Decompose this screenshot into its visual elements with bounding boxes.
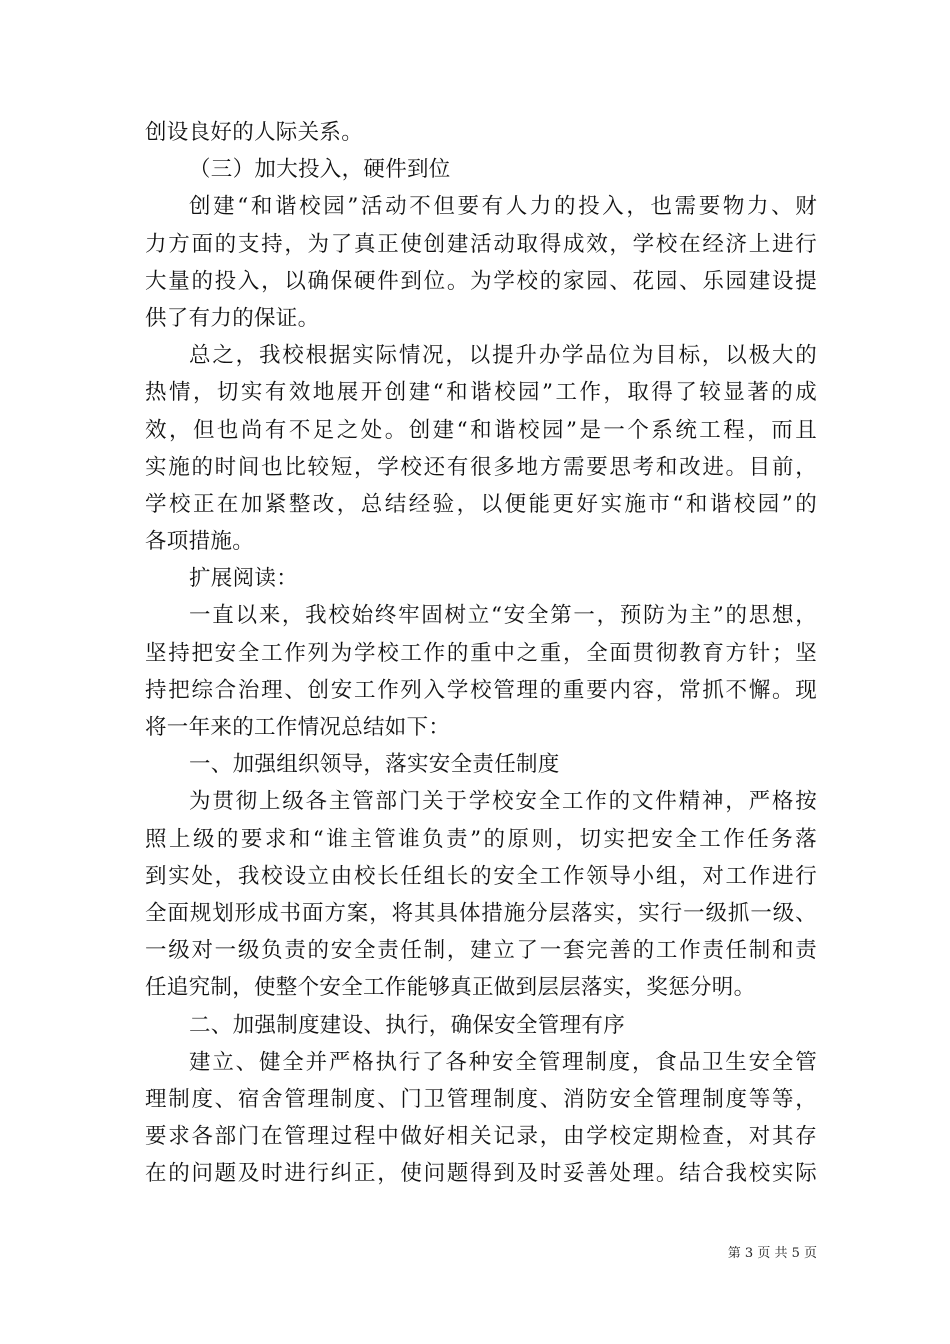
text-line-27: 理制度、宿舍管理制度、门卫管理制度、消防安全管理制度等等， — [145, 1086, 817, 1112]
text-line-15: 坚持把安全工作列为学校工作的重中之重，全面贯彻教育方针；坚 — [145, 640, 817, 666]
text-line-25: 二、加强制度建设、执行，确保安全管理有序 — [189, 1012, 626, 1038]
text-line-1: 创设良好的人际关系。 — [145, 120, 364, 145]
text-line-7: 总之，我校根据实际情况，以提升办学品位为目标，以极大的 — [189, 343, 817, 369]
text-line-19: 为贯彻上级各主管部门关于学校安全工作的文件精神，严格按 — [189, 789, 817, 815]
text-line-13: 扩展阅读： — [189, 566, 299, 592]
text-line-5: 大量的投入，以确保硬件到位。为学校的家园、花园、乐园建设提 — [145, 268, 817, 294]
text-line-28: 要求各部门在管理过程中做好相关记录，由学校定期检查，对其存 — [145, 1124, 817, 1150]
page-number-footer: 第 3 页 共 5 页 — [727, 1246, 817, 1261]
text-line-23: 一级对一级负责的安全责任制，建立了一套完善的工作责任制和责 — [145, 938, 817, 964]
text-line-16: 持把综合治理、创安工作列入学校管理的重要内容，常抓不懈。现 — [145, 677, 817, 703]
text-line-21: 到实处，我校设立由校长任组长的安全工作领导小组，对工作进行 — [145, 863, 817, 889]
text-line-26: 建立、健全并严格执行了各种安全管理制度，食品卫生安全管 — [189, 1049, 817, 1075]
text-line-14: 一直以来，我校始终牢固树立“安全第一，预防为主”的思想， — [189, 603, 817, 629]
text-line-29: 在的问题及时进行纠正，使问题得到及时妥善处理。结合我校实际 — [145, 1161, 817, 1187]
text-line-3: 创建“和谐校园”活动不但要有人力的投入，也需要物力、财 — [189, 194, 817, 220]
text-line-9: 效，但也尚有不足之处。创建“和谐校园”是一个系统工程，而且 — [145, 417, 817, 443]
text-line-18: 一、加强组织领导，落实安全责任制度 — [189, 752, 560, 778]
text-line-22: 全面规划形成书面方案，将其具体措施分层落实，实行一级抓一级、 — [145, 900, 817, 926]
text-line-17: 将一年来的工作情况总结如下： — [145, 715, 451, 740]
text-line-6: 供了有力的保证。 — [145, 305, 320, 331]
text-line-8: 热情，切实有效地展开创建“和谐校园”工作，取得了较显著的成 — [145, 380, 817, 406]
text-line-12: 各项措施。 — [145, 529, 255, 555]
text-line-11: 学校正在加紧整改，总结经验，以便能更好实施市“和谐校园”的 — [145, 491, 817, 517]
text-line-10: 实施的时间也比较短，学校还有很多地方需要思考和改进。目前， — [145, 454, 817, 480]
text-line-2: （三）加大投入，硬件到位 — [189, 157, 451, 183]
text-line-4: 力方面的支持，为了真正使创建活动取得成效，学校在经济上进行 — [145, 231, 817, 257]
text-line-24: 任追究制，使整个安全工作能够真正做到层层落实，奖惩分明。 — [145, 975, 756, 1001]
text-line-20: 照上级的要求和“谁主管谁负责”的原则，切实把安全工作任务落 — [145, 826, 817, 852]
document-body — [145, 114, 817, 1192]
